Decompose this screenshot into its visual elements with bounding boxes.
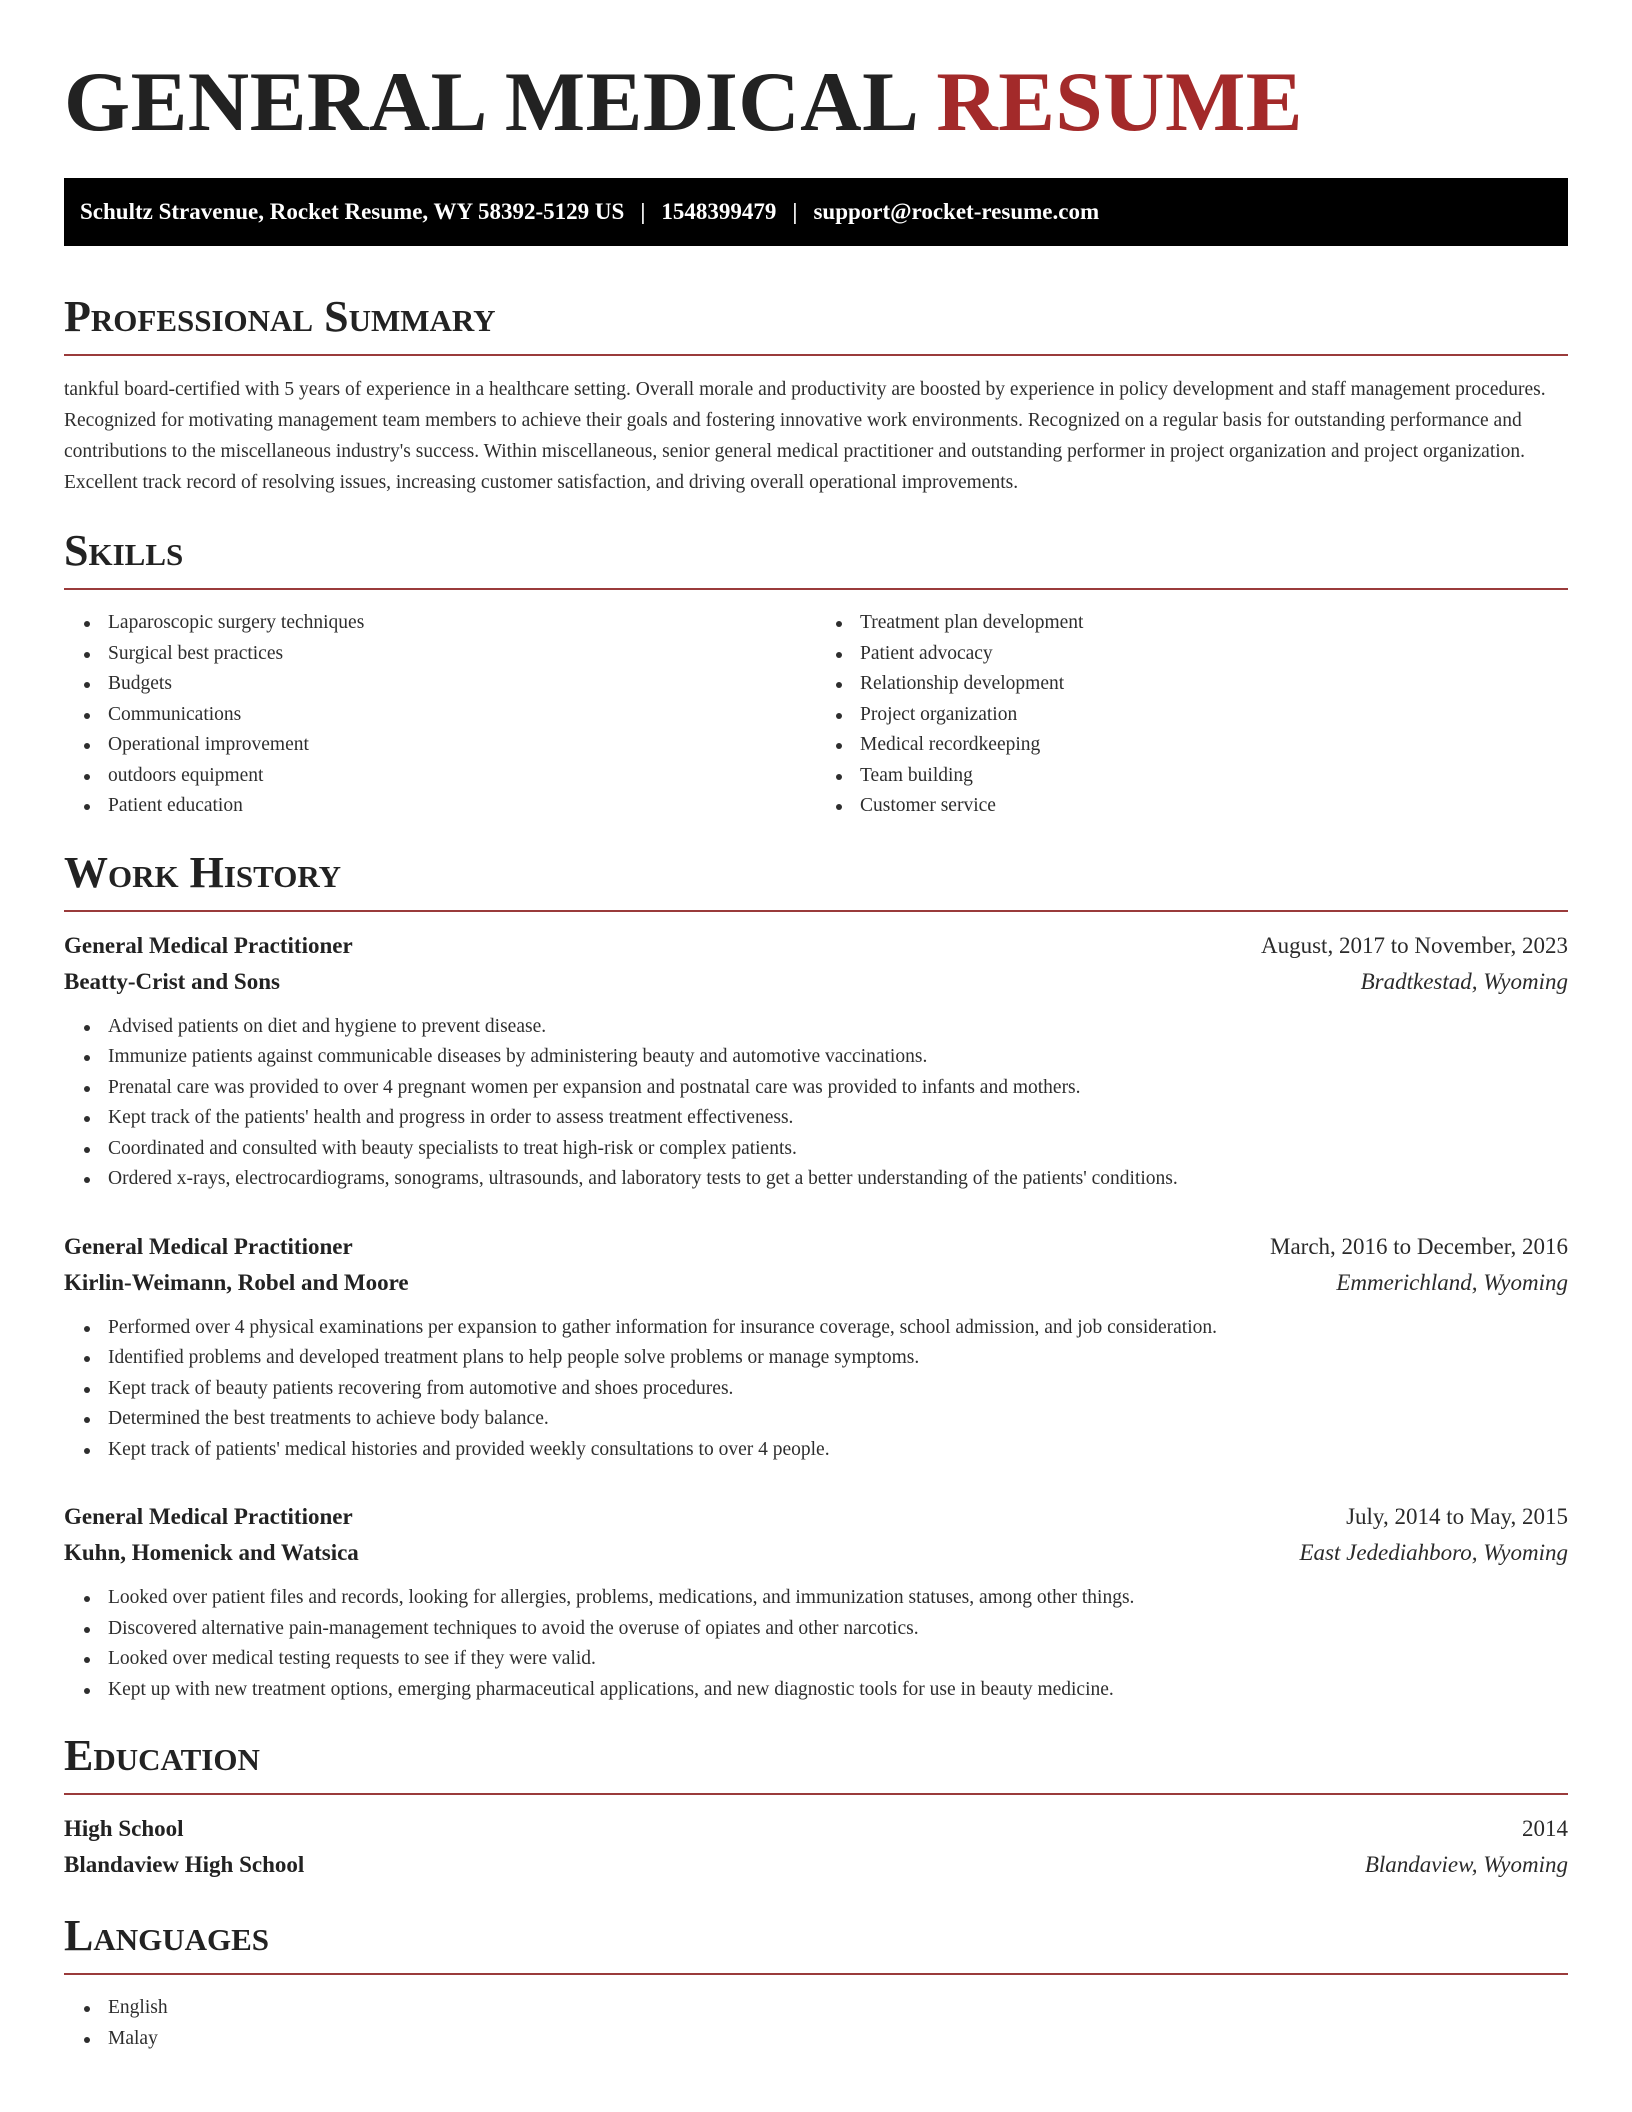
skill-item: Patient education <box>108 791 816 822</box>
job-location: East Jedediahboro, Wyoming <box>1299 1540 1568 1565</box>
summary-text: tankful board-certified with 5 years of experience in a healthcare setting. Overall morale and productivity are boosted by experience in policy development and staff management procedures. Recognized for motivating management team members to achieve their goals and fostering innovative work environments. Recognized on a regular basis for outstanding performance and contributions to the miscellaneous industry's success. Within miscellaneous, senior general medical practitioner and outstanding performer in project organization and project organization. Excellent track record of resolving issues, increasing customer satisfaction, and driving overall operational improvements. <box>64 379 1546 493</box>
resume-title-main: GENERAL MEDICAL <box>64 55 915 149</box>
skills-section <box>64 524 1568 822</box>
job-entry <box>64 1499 1568 1705</box>
skill-item: Relationship development <box>860 669 1568 700</box>
contact-bar <box>64 178 1568 246</box>
job-dates: March, 2016 to December, 2016 <box>1270 1233 1568 1259</box>
job-company: Kuhn, Homenick and Watsica <box>64 1540 359 1565</box>
skill-item: Surgical best practices <box>108 639 816 670</box>
resume-title-accent: RESUME <box>936 55 1303 149</box>
job-dates: July, 2014 to May, 2015 <box>1346 1504 1568 1529</box>
skill-item: Budgets <box>108 669 816 700</box>
section-divider <box>64 910 1568 912</box>
education-section <box>64 1729 1568 1883</box>
skill-item: Project organization <box>860 700 1568 731</box>
job-dates: August, 2017 to November, 2023 <box>1261 932 1568 958</box>
section-title-education: Education <box>64 1731 260 1780</box>
language-item: Malay <box>108 2024 1568 2055</box>
contact-email: support@rocket-resume.com <box>813 199 1100 224</box>
job-location: Emmerichland, Wyoming <box>1336 1269 1568 1295</box>
contact-phone: 1548399479 <box>661 199 777 224</box>
section-title-work: Work History <box>64 847 342 897</box>
languages-list <box>64 1993 1568 2054</box>
contact-address: Schultz Stravenue, Rocket Resume, WY 58392-5129 US <box>80 199 625 224</box>
education-degree: High School <box>64 1816 184 1841</box>
skills-columns <box>64 608 1568 822</box>
contact-separator: | <box>792 199 798 224</box>
job-company: Kirlin-Weimann, Robel and Moore <box>64 1269 409 1295</box>
job-duty: Determined the best treatments to achieve body balance. <box>108 1404 1568 1435</box>
job-duty: Prenatal care was provided to over 4 pregnant women per expansion and postnatal care was provided to infants and mothers. <box>108 1073 1568 1104</box>
education-entry <box>64 1811 1568 1883</box>
job-duty: Kept track of beauty patients recovering from automotive and shoes procedures. <box>108 1374 1568 1405</box>
section-title-skills: Skills <box>64 526 184 575</box>
resume-title <box>64 0 1568 152</box>
job-duty: Ordered x-rays, electrocardiograms, sonograms, ultrasounds, and laboratory tests to get a better understanding of the patients' conditions. <box>108 1164 1568 1195</box>
job-duties <box>64 1313 1568 1466</box>
contact-separator: | <box>640 199 646 224</box>
skills-list-right <box>816 608 1568 822</box>
job-duty: Discovered alternative pain-management techniques to avoid the overuse of opiates and other narcotics. <box>108 1614 1568 1645</box>
job-title: General Medical Practitioner <box>64 1233 353 1259</box>
section-divider <box>64 1973 1568 1975</box>
section-divider <box>64 1793 1568 1795</box>
job-duty: Coordinated and consulted with beauty specialists to treat high-risk or complex patients. <box>108 1134 1568 1165</box>
language-item: English <box>108 1993 1568 2024</box>
section-title-summary: Professional Summary <box>64 292 496 341</box>
skill-item: Medical recordkeeping <box>860 730 1568 761</box>
education-school: Blandaview High School <box>64 1852 305 1877</box>
job-entry <box>64 1229 1568 1466</box>
job-duty: Kept track of the patients' health and progress in order to assess treatment effectiveness. <box>108 1103 1568 1134</box>
skill-item: Laparoscopic surgery techniques <box>108 608 816 639</box>
job-title: General Medical Practitioner <box>64 932 353 958</box>
job-company: Beatty-Crist and Sons <box>64 968 280 994</box>
job-duty: Advised patients on diet and hygiene to prevent disease. <box>108 1012 1568 1043</box>
job-duty: Kept track of patients' medical histories and provided weekly consultations to over 4 people. <box>108 1435 1568 1466</box>
skill-item: Patient advocacy <box>860 639 1568 670</box>
job-duty: Looked over medical testing requests to see if they were valid. <box>108 1644 1568 1675</box>
languages-section <box>64 1909 1568 2054</box>
education-location: Blandaview, Wyoming <box>1364 1852 1568 1877</box>
work-section <box>64 846 1568 1706</box>
summary-section <box>64 290 1568 498</box>
job-duties <box>64 1583 1568 1705</box>
section-divider <box>64 354 1568 356</box>
job-duty: Immunize patients against communicable diseases by administering beauty and automotive vaccinations. <box>108 1042 1568 1073</box>
job-duty: Looked over patient files and records, looking for allergies, problems, medications, and immunization statuses, among other things. <box>108 1583 1568 1614</box>
job-location: Bradtkestad, Wyoming <box>1360 968 1568 994</box>
section-divider <box>64 588 1568 590</box>
skill-item: outdoors equipment <box>108 761 816 792</box>
skills-list-left <box>64 608 816 822</box>
job-entry <box>64 928 1568 1195</box>
skill-item: Operational improvement <box>108 730 816 761</box>
skill-item: Customer service <box>860 791 1568 822</box>
job-duties <box>64 1012 1568 1195</box>
job-duty: Performed over 4 physical examinations per expansion to gather information for insurance coverage, school admission, and job consideration. <box>108 1313 1568 1344</box>
job-duty: Identified problems and developed treatment plans to help people solve problems or manage symptoms. <box>108 1343 1568 1374</box>
skill-item: Communications <box>108 700 816 731</box>
skill-item: Treatment plan development <box>860 608 1568 639</box>
section-title-languages: Languages <box>64 1911 270 1960</box>
skill-item: Team building <box>860 761 1568 792</box>
education-year: 2014 <box>1522 1816 1568 1841</box>
job-title: General Medical Practitioner <box>64 1504 353 1529</box>
job-duty: Kept up with new treatment options, emerging pharmaceutical applications, and new diagnostic tools for use in beauty medicine. <box>108 1675 1568 1706</box>
